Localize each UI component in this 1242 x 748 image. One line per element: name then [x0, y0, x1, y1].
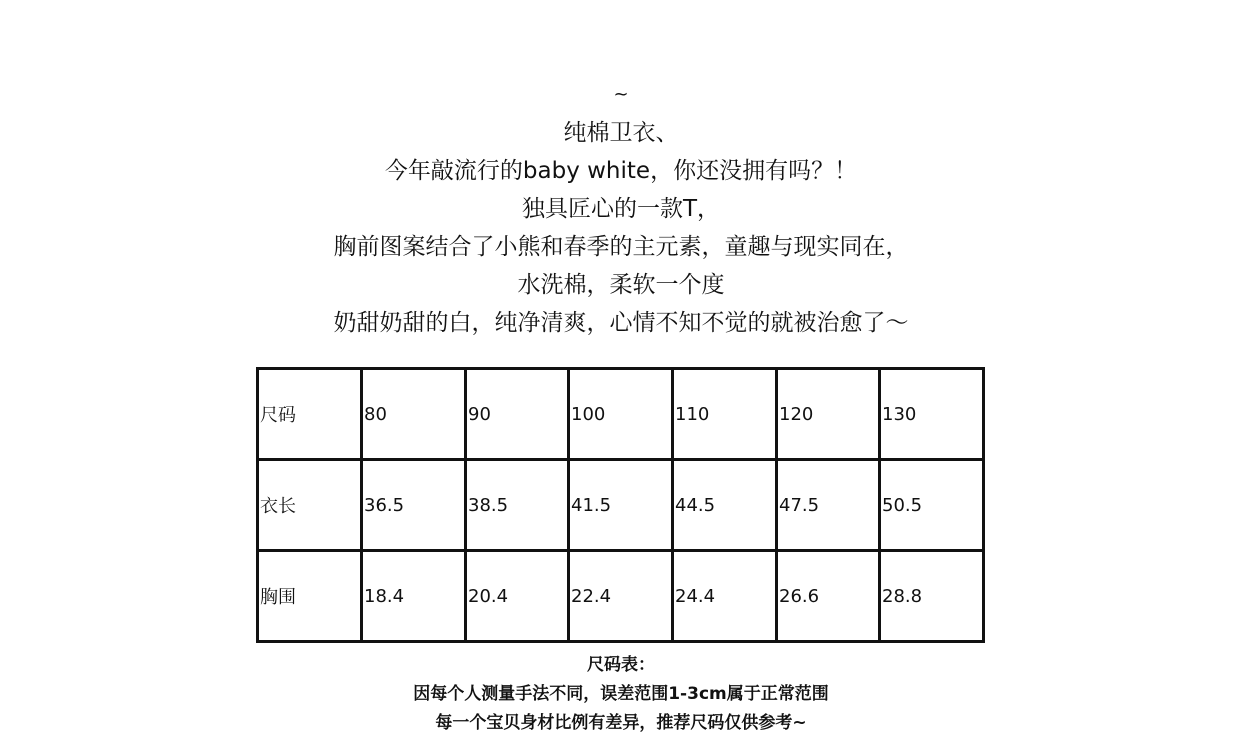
chest-cell: 22.4 — [569, 551, 673, 642]
length-cell: 41.5 — [569, 460, 673, 551]
reference-size-note: 每一个宝贝身材比例有差异，推荐尺码仅供参考~ — [435, 713, 807, 733]
measurement-error-note: 因每个人测量手法不同，误差范围1-3cm属于正常范围 — [413, 684, 829, 704]
size-cell: 80 — [362, 369, 466, 460]
product-description — [0, 76, 1242, 342]
length-cell: 47.5 — [777, 460, 880, 551]
table-row-length — [258, 460, 984, 551]
size-chart-table — [256, 367, 985, 643]
intro-line-mood: 奶甜奶甜的白，纯净清爽，心情不知不觉的就被治愈了～ — [333, 310, 909, 336]
chest-cell: 24.4 — [673, 551, 777, 642]
size-cell: 130 — [880, 369, 984, 460]
chest-cell: 28.8 — [880, 551, 984, 642]
intro-line-pattern: 胸前图案结合了小熊和春季的主元素，童趣与现实同在， — [333, 234, 909, 260]
chest-header-cell: 胸围 — [258, 551, 362, 642]
size-cell: 120 — [777, 369, 880, 460]
intro-line-unique: 独具匠心的一款T， — [521, 196, 721, 222]
size-chart-title: 尺码表： — [587, 655, 655, 675]
length-cell: 50.5 — [880, 460, 984, 551]
intro-line-trend: 今年敲流行的baby white，你还没拥有吗？！ — [384, 158, 858, 184]
size-cell: 90 — [466, 369, 569, 460]
table-row-size — [258, 369, 984, 460]
intro-tilde: ~ — [613, 84, 629, 105]
table-row-chest — [258, 551, 984, 642]
length-cell: 36.5 — [362, 460, 466, 551]
length-cell: 38.5 — [466, 460, 569, 551]
size-notes — [0, 651, 1242, 738]
size-header-cell: 尺码 — [258, 369, 362, 460]
intro-line-fabric: 水洗棉，柔软一个度 — [517, 272, 725, 298]
length-cell: 44.5 — [673, 460, 777, 551]
intro-product-name: 纯棉卫衣、 — [563, 120, 679, 146]
chest-cell: 18.4 — [362, 551, 466, 642]
length-header-cell: 衣长 — [258, 460, 362, 551]
size-cell: 110 — [673, 369, 777, 460]
chest-cell: 26.6 — [777, 551, 880, 642]
chest-cell: 20.4 — [466, 551, 569, 642]
size-cell: 100 — [569, 369, 673, 460]
